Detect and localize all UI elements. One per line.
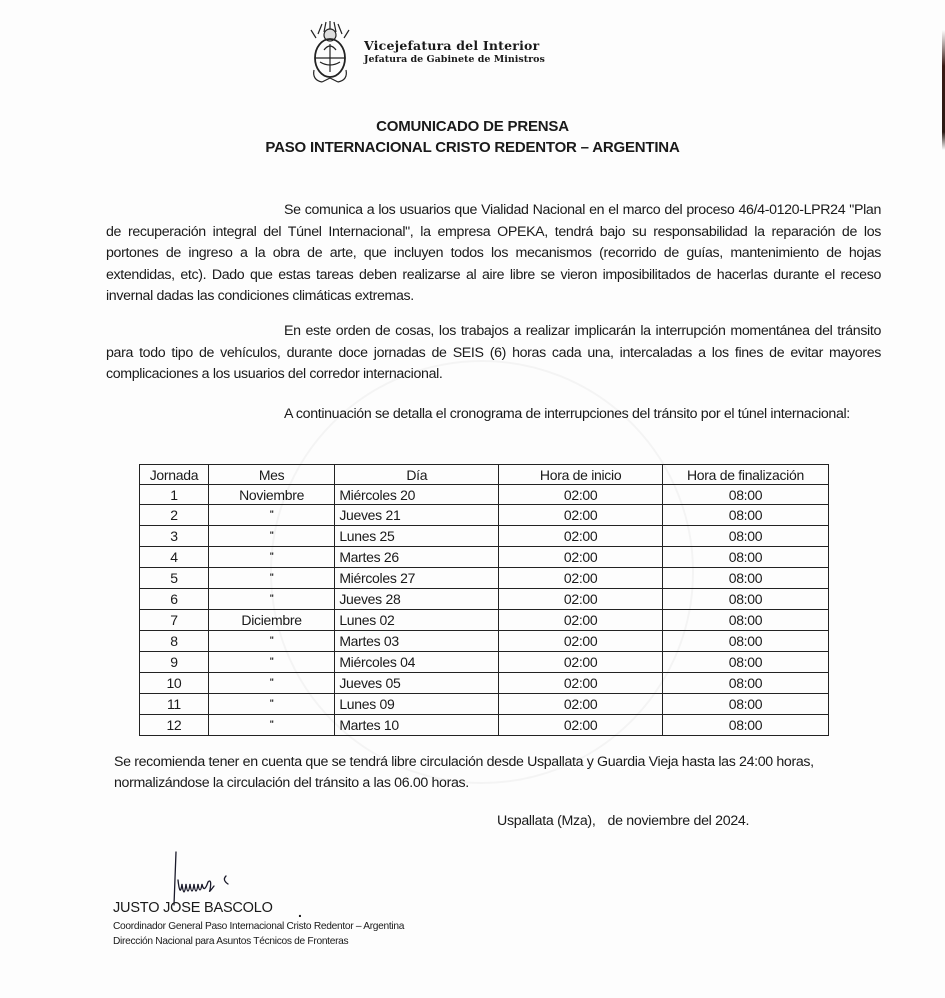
cell-jornada-text: 1 <box>170 486 178 503</box>
cell-jornada-text: 9 <box>170 653 178 670</box>
cell-hora-inicio-text: 02:00 <box>563 611 598 628</box>
cell-hora-inicio-text: 02:00 <box>563 632 598 649</box>
argentina-coat-of-arms-icon <box>308 20 352 86</box>
cell-hora-fin-text: 08:00 <box>728 507 763 524</box>
letterhead <box>308 18 545 88</box>
cell-dia <box>335 693 499 714</box>
cell-hora-inicio <box>499 589 663 610</box>
cell-jornada-text: 2 <box>170 507 178 524</box>
cell-dia <box>335 568 499 589</box>
cell-hora-fin-text: 08:00 <box>728 716 763 733</box>
cell-dia-text: Lunes 25 <box>339 528 395 545</box>
paragraph-1-text: Se comunica a los usuarios que Vialidad Nacional en el marco del proceso 46/4-0120-LPR24 "Plan de recuperación integral del Túnel Internacional", la empresa OPEKA, tendrá bajo su responsabilidad la reparación de los portones de ingreso a la obra de arte, que incluyen todos los mecanismos (recorrido de guías, mantenimiento de hojas extendidas, etc). Dado que estas tareas deben realizarse al aire libre se vieron imposibilitados de hacerlas durante el receso invernal dadas las condiciones climáticas extremas. <box>106 202 881 304</box>
cell-hora-inicio <box>499 505 663 526</box>
cell-mes-text: " <box>269 509 274 520</box>
cell-jornada-text: 12 <box>166 716 182 733</box>
cell-hora-fin <box>662 651 828 672</box>
title-line-2: PASO INTERNACIONAL CRISTO REDENTOR – ARGENTINA <box>265 139 680 156</box>
cell-hora-fin <box>662 630 828 651</box>
cell-hora-inicio-text: 02:00 <box>563 486 598 503</box>
recommendation-paragraph: Se recomienda tener en cuenta que se tendrá libre circulación desde Uspallata y Guardia Vieja hasta las 24:00 horas, normalizándose la circulación del tránsito a las 06.00 horas. <box>114 754 814 791</box>
cell-dia <box>335 526 499 547</box>
cell-jornada-text: 7 <box>170 611 178 628</box>
cell-mes-text: " <box>269 593 274 604</box>
cell-jornada-text: 5 <box>170 570 178 587</box>
cell-mes-text: Diciembre <box>241 611 302 628</box>
cell-hora-fin-text: 08:00 <box>728 674 763 691</box>
cell-hora-fin <box>662 589 828 610</box>
cell-jornada <box>140 651 209 672</box>
cell-mes-text: " <box>269 634 274 645</box>
cell-hora-inicio-text: 02:00 <box>563 570 598 587</box>
cell-hora-fin <box>662 526 828 547</box>
cell-jornada-text: 11 <box>166 695 181 712</box>
cell-hora-inicio <box>499 526 663 547</box>
date: de noviembre del 2024. <box>607 813 750 829</box>
cell-hora-inicio-text: 02:00 <box>563 653 598 670</box>
signatory-role-line-1: Coordinador General Paso Internacional Cristo Redentor – Argentina <box>113 921 405 932</box>
cell-jornada <box>140 485 209 505</box>
header-hora-fin: Hora de finalización <box>662 465 828 485</box>
cell-jornada-text: 4 <box>170 549 178 566</box>
cell-hora-inicio <box>499 568 663 589</box>
cell-jornada <box>140 505 209 526</box>
cell-dia <box>335 630 499 651</box>
signature-dot: . <box>298 904 302 920</box>
cell-hora-fin <box>662 485 828 505</box>
cell-jornada <box>140 589 209 610</box>
cell-mes <box>208 630 334 651</box>
cell-hora-fin <box>662 714 828 735</box>
cell-dia-text: Miércoles 04 <box>339 653 416 670</box>
cell-dia-text: Jueves 28 <box>339 591 401 608</box>
cell-dia <box>335 505 499 526</box>
table-row <box>140 485 829 505</box>
cell-hora-inicio <box>499 547 663 568</box>
cell-mes-text: Noviembre <box>239 486 305 503</box>
cell-mes <box>208 672 334 693</box>
cell-dia-text: Lunes 02 <box>339 611 395 628</box>
cell-hora-inicio <box>499 714 663 735</box>
cell-jornada <box>140 714 209 735</box>
paragraph-3 <box>106 404 881 426</box>
cell-hora-inicio <box>499 672 663 693</box>
header-dia: Día <box>335 465 499 485</box>
header-title: Vicejefatura del Interior <box>364 38 540 53</box>
cell-hora-fin-text: 08:00 <box>728 486 763 503</box>
cell-mes <box>208 610 334 630</box>
cell-hora-fin-text: 08:00 <box>728 695 763 712</box>
cell-hora-fin <box>662 568 828 589</box>
cell-dia <box>335 610 499 630</box>
cell-mes <box>208 526 334 547</box>
table-row <box>140 526 829 547</box>
cell-hora-fin <box>662 672 828 693</box>
table-row <box>140 568 829 589</box>
paragraph-2 <box>106 321 881 386</box>
cell-jornada <box>140 672 209 693</box>
cell-mes-text: " <box>269 655 274 666</box>
table-header-row <box>140 465 829 485</box>
cell-jornada <box>140 693 209 714</box>
cell-dia-text: Jueves 05 <box>339 674 401 691</box>
cell-mes <box>208 547 334 568</box>
cell-jornada-text: 8 <box>170 632 178 649</box>
cell-hora-inicio-text: 02:00 <box>563 695 598 712</box>
table-row <box>140 651 829 672</box>
cell-mes <box>208 505 334 526</box>
cell-mes <box>208 651 334 672</box>
cell-hora-fin-text: 08:00 <box>728 570 763 587</box>
table-row <box>140 714 829 735</box>
cell-hora-inicio <box>499 610 663 630</box>
paragraph-3-text: A continuación se detalla el cronograma de interrupciones del tránsito por el túnel internacional: <box>284 406 850 422</box>
cell-hora-inicio-text: 02:00 <box>563 674 598 691</box>
header-mes: Mes <box>208 465 334 485</box>
document-title <box>0 116 945 158</box>
cell-hora-fin <box>662 610 828 630</box>
cell-dia <box>335 651 499 672</box>
signatory-role <box>113 919 404 949</box>
paragraph-2-text: En este orden de cosas, los trabajos a realizar implicarán la interrupción momentánea del tránsito para todo tipo de vehículos, durante doce jornadas de SEIS (6) horas cada una, intercaladas a los fines de evitar mayores complicaciones a los usuarios del corredor internacional. <box>106 323 881 382</box>
table-row <box>140 589 829 610</box>
cell-dia <box>335 485 499 505</box>
cell-mes <box>208 568 334 589</box>
cell-hora-inicio <box>499 693 663 714</box>
cell-mes-text: " <box>269 530 274 541</box>
place-date <box>497 813 749 829</box>
title-line-1: COMUNICADO DE PRENSA <box>376 118 569 135</box>
cell-dia-text: Martes 03 <box>339 632 399 649</box>
cell-hora-fin-text: 08:00 <box>728 528 763 545</box>
header-subtitle: Jefatura de Gabinete de Ministros <box>364 54 545 65</box>
cell-jornada-text: 3 <box>170 528 178 545</box>
cell-dia-text: Lunes 09 <box>339 695 395 712</box>
cell-hora-inicio-text: 02:00 <box>563 528 598 545</box>
cell-hora-fin-text: 08:00 <box>728 632 763 649</box>
table-row <box>140 693 829 714</box>
cell-hora-fin-text: 08:00 <box>728 591 763 608</box>
paragraph-1 <box>106 200 881 308</box>
cell-jornada <box>140 610 209 630</box>
cell-mes-text: " <box>269 551 274 562</box>
cell-dia <box>335 589 499 610</box>
cell-hora-fin <box>662 693 828 714</box>
signatory-name: JUSTO JOSE BASCOLO <box>113 900 273 916</box>
cell-hora-fin-text: 08:00 <box>728 653 763 670</box>
table-row <box>140 672 829 693</box>
cell-dia-text: Miércoles 27 <box>339 570 416 587</box>
cell-dia-text: Miércoles 20 <box>339 486 416 503</box>
cell-hora-inicio-text: 02:00 <box>563 591 598 608</box>
cell-mes-text: " <box>269 572 274 583</box>
cell-jornada <box>140 630 209 651</box>
table-row <box>140 630 829 651</box>
cell-mes <box>208 714 334 735</box>
table-row <box>140 505 829 526</box>
cell-hora-inicio <box>499 651 663 672</box>
cell-dia-text: Jueves 21 <box>339 507 401 524</box>
cell-hora-inicio-text: 02:00 <box>563 507 598 524</box>
cell-jornada-text: 6 <box>170 591 178 608</box>
cell-mes-text: " <box>269 697 274 708</box>
table-row <box>140 610 829 630</box>
cell-jornada <box>140 547 209 568</box>
cell-dia <box>335 547 499 568</box>
place: Uspallata (Mza), <box>497 813 596 829</box>
cell-jornada-text: 10 <box>166 674 182 691</box>
table-row <box>140 547 829 568</box>
cell-dia <box>335 714 499 735</box>
cell-hora-fin-text: 08:00 <box>728 611 763 628</box>
cell-mes <box>208 589 334 610</box>
header-hora-inicio: Hora de inicio <box>499 465 663 485</box>
cell-mes-text: " <box>269 718 274 729</box>
cell-hora-fin-text: 08:00 <box>728 549 763 566</box>
cell-hora-inicio-text: 02:00 <box>563 716 598 733</box>
cell-mes <box>208 693 334 714</box>
cell-mes <box>208 485 334 505</box>
cell-jornada <box>140 526 209 547</box>
cell-hora-inicio-text: 02:00 <box>563 549 598 566</box>
cell-hora-fin <box>662 547 828 568</box>
cell-dia-text: Martes 26 <box>339 549 399 566</box>
cell-dia <box>335 672 499 693</box>
cell-hora-inicio <box>499 630 663 651</box>
cell-hora-inicio <box>499 485 663 505</box>
signatory-role-line-2: Dirección Nacional para Asuntos Técnicos de Fronteras <box>113 936 349 947</box>
schedule-table <box>139 464 829 736</box>
cell-mes-text: " <box>269 676 274 687</box>
cell-jornada <box>140 568 209 589</box>
header-jornada: Jornada <box>140 465 209 485</box>
cell-dia-text: Martes 10 <box>339 716 399 733</box>
cell-hora-fin <box>662 505 828 526</box>
